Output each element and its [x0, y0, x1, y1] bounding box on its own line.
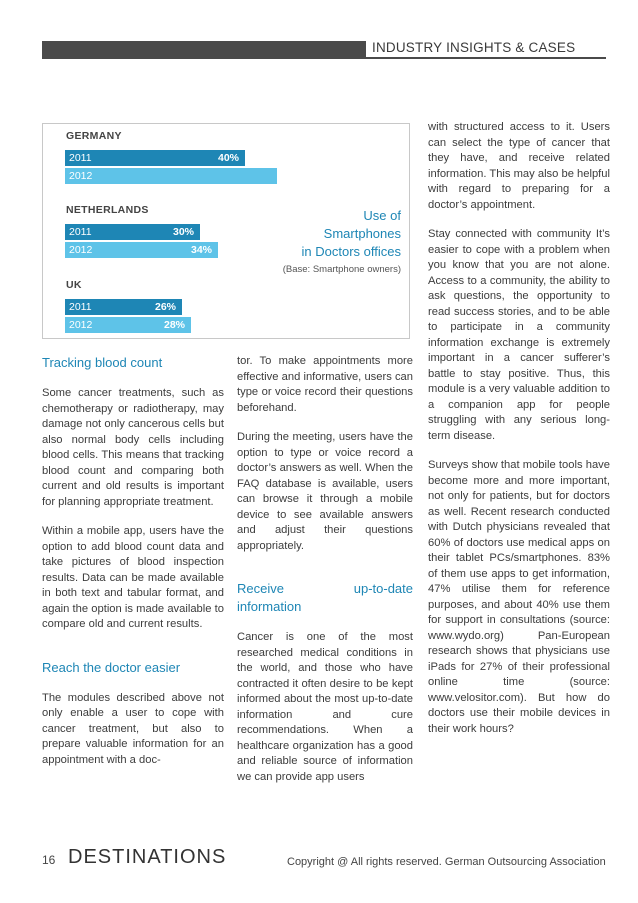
section-title: INDUSTRY INSIGHTS & CASES [372, 40, 576, 55]
column-2 [237, 354, 413, 799]
heading-tracking-blood-count: Tracking blood count [42, 355, 163, 370]
chart-country-label: UK [66, 279, 82, 291]
chart-subtitle: (Base: Smartphone owners) [282, 264, 401, 275]
chart-title [261, 207, 401, 261]
chart-data-label: 34% [190, 244, 212, 256]
destinations-logo: DESTINATIONS [68, 846, 227, 868]
paragraph: Some cancer treatments, such as chemotherapy or radiotherapy, may damage not only cancerous cells but also normal body cells including blood cells. This means that tracking blood count and comparing both current and old results is important for planning appropriate treatment. [42, 387, 224, 508]
copyright-text: Copyright @ All rights reserved. German Outsourcing Association [287, 856, 606, 868]
column-1 [42, 354, 224, 782]
paragraph: tor. To make appointments more effective and informative, users can type or voice record their questions beforehand. [237, 355, 413, 414]
chart-country-label: NETHERLANDS [66, 204, 149, 216]
heading-reach-doctor: Reach the doctor easier [42, 659, 181, 675]
chart-bar-year-label: 2011 [69, 226, 92, 238]
chart-title-line-1: Use of [363, 208, 401, 223]
paragraph: During the meeting, users have the option to type or voice record a doctor’s answers as well. When the FAQ database is available, users can browse it through a mobile device to see available answers and adjust their questions appropriately. [237, 431, 413, 552]
chart-bar-year-label: 2011 [69, 152, 92, 164]
chart-title-line-3: in Doctors offices [301, 244, 401, 259]
chart-country-label: GERMANY [66, 130, 122, 142]
chart-bar [65, 299, 182, 315]
chart-data-label: 40% [217, 152, 239, 164]
paragraph: Surveys show that mobile tools have become more and more important, not only for patients, but for doctors as well. Recent research conducted with Dutch physicians revealed that 60% of doctors use medical apps on their tablet PCs/smartphones. 83% of them use apps to get information, 47% utilise them for reference purposes, and about 40% use them for support in consultations (source: www.wydo.org) Pan-European research shows that physicians use iPads for 27% of their professional online time (source: www.velositor.com). But how do doctors use their mobile devices in their work hours? [428, 459, 610, 735]
chart-bar-year-label: 2012 [69, 319, 93, 331]
chart-data-label: 28% [163, 319, 185, 331]
chart-data-label: 30% [172, 226, 194, 238]
smartphone-usage-chart [42, 123, 410, 339]
heading-up-to-date-information: Receive up-to-date information [237, 581, 413, 614]
paragraph: Stay connected with community It’s easier to cope with a problem when you know that you are not alone. Access to a community, the ability to ask questions, the opportunity to read success stories, and to be able to participate in a community information exchange is extremely important in a cancer sufferer’s battle to stay positive. Thus, this module is a very valuable addition to a companion app for people struggling with any serious long-term disease. [428, 228, 610, 442]
chart-bar-year-label: 2012 [69, 170, 93, 182]
chart-bar [65, 150, 245, 166]
header-bar [42, 41, 366, 59]
page-number: 16 [42, 853, 56, 867]
chart-data-label: 26% [154, 301, 176, 313]
paragraph: Cancer is one of the most researched medical conditions in the world, and those who have contracted it often desire to be kept informed about the most up-to-date information and cure recommendations. When a healthcare organization has a good and reliable source of information we can provide app users [237, 631, 413, 783]
paragraph: The modules described above not only enable a user to cope with cancer treatment, but also to prepare valuable information for an appointment with a doc- [42, 691, 224, 766]
chart-bar-year-label: 2011 [69, 301, 92, 313]
column-3 [428, 120, 610, 751]
header-rule [366, 57, 606, 59]
chart-bar [65, 242, 218, 258]
chart-bar [65, 224, 200, 240]
paragraph: with structured access to it. Users can select the type of cancer that they have, and receive related information. This may also be helpful with regard to preparing for a doctor’s appointment. [428, 121, 610, 211]
chart-title-line-2: Smartphones [323, 226, 401, 241]
chart-bar-year-label: 2012 [69, 244, 93, 256]
chart-bar [65, 168, 277, 184]
chart-bar [65, 317, 191, 333]
paragraph: Within a mobile app, users have the option to add blood count data and take pictures of blood inspection results. Data can be made available in both text and tabular format, and again the option is made available to compare old and current results. [42, 525, 224, 630]
